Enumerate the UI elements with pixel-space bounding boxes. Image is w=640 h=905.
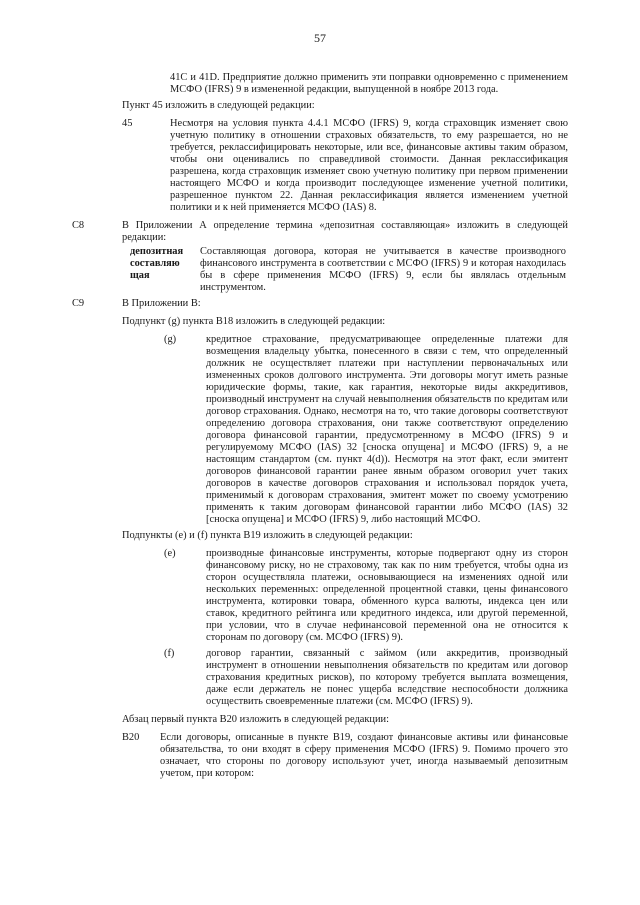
b20-text: Если договоры, описанные в пункте B19, создают финансовые активы или финансовые обязательства, то они входят в сферу применения МСФО (IFRS) 9. Помимо прочего это означает, что стороны по договору используют учет, иногда называемый депозитным учетом, при котором: [160,732,568,779]
subpoint-g-heading: Подпункт (g) пункта B18 изложить в следующей редакции: [122,316,386,327]
c9-text: В Приложении В: [122,298,201,309]
e-text: производные финансовые инструменты, которые подвергают одну из сторон финансовому риску, но не страховому, так как по ним требуется, чтобы одна из сторон осуществляла платежи, основывающиеся на изменениях одной или нескольких переменных: определенной процентной ставки, цены финансового инструмента, котировки товара, обменного курса валюты, индекса цен или ставок, кредитного рейтинга или кредитного индекса, или другой переменной, при условии, что в случае нефинансовой переменной она не относится к сторонам по договору (см. МСФО (IFRS) 9). [206,548,568,643]
item45-number: 45 [122,118,133,129]
definition-term: депозитная составляю щая [130,246,184,281]
item45-text: Несмотря на условия пункта 4.4.1 МСФО (IFRS) 9, когда страховщик изменяет свою учетную политику в отношении страховых обязательств, то ему разрешается, но не требуется, реклассифицировать некоторые, или все, финансовые активы таким образом, чтобы они оценивались по справедливой стоимости. Данная реклассификация разрешена, когда страховщик изменяет свою учетную политику при первом применении настоящего МСФО и когда производит последующее изменение учетной политики, разрешенное пунктом 22. Данная реклассификация является изменением учетной политики и к ней применяется МСФО (IAS) 8. [170,118,568,213]
c8-text: В Приложении А определение термина «депозитная составляющая» изложить в следующей редакции: [122,220,568,243]
g-label: (g) [164,334,177,345]
e-label: (e) [164,548,176,559]
page-number: 57 [314,31,326,45]
b20-label: B20 [122,732,140,743]
c9-label: C9 [72,298,85,309]
c8-label: C8 [72,220,85,231]
g-text: кредитное страхование, предусматривающее определенные платежи для возмещения владельцу убытка, понесенного в связи с тем, что определенный должник не осуществляет платежи при наступлении первоначальных или измененных сроков долгового инструмента. Эти договоры могут иметь разные юридические формы, такие, как гарантия, некоторые виды аккредитивов, производный инструмент на случай невыполнения обязательств по кредитам или договор страхования. Однако, несмотря на то, что такие договоры соответствуют определению договора страхования, они также соответствуют определению договора финансовой гарантии, предусмотренному в МСФО (IFRS) 9 и регулируемому МСФО (IAS) 32 [сноска опущена] и МСФО (IFRS) 9, а не настоящим стандартом (см. пункт 4(d)). Несмотря на этот факт, если эмитент договоров финансовой гарантии ранее явным образом оговорил учет таких договоров в качестве договоров страхования и использовал порядок учета, применимый к договорам страхования, эмитент может по своему усмотрению применять к таким договорам финансовой гарантии либо МСФО (IAS) 32 [сноска опущена] и МСФО (IFRS) 9, либо настоящий МСФО. [206,334,568,525]
subpoints-ef-heading: Подпункты (e) и (f) пункта B19 изложить в следующей редакции: [122,530,413,541]
f-label: (f) [164,648,175,659]
item45-heading: Пункт 45 изложить в следующей редакции: [122,100,315,111]
b20-heading: Абзац первый пункта B20 изложить в следующей редакции: [122,714,389,725]
definition-text: Составляющая договора, которая не учитывается в качестве производного финансового инструмента в соответствии с МСФО (IFRS) 9 и которая находилась бы в сфере применения МСФО (IFRS) 9, если бы являлась отдельным инструментом. [200,246,566,293]
f-text: договор гарантии, связанный с займом (или аккредитив, производный инструмент в отношении невыполнения обязательств по кредитам или договор страхования кредитных рисков), по которому требуется выплата возмещения, даже если держатель не понес ущерба вследствие неспособности должника осуществить своевременные платежи (см. МСФО (IFRS) 9). [206,648,568,707]
intro-continuation: 41C и 41D. Предприятие должно применить эти поправки одновременно с применением МСФО (IFRS) 9 в измененной редакции, выпущенной в ноябре 2013 года. [170,72,568,95]
